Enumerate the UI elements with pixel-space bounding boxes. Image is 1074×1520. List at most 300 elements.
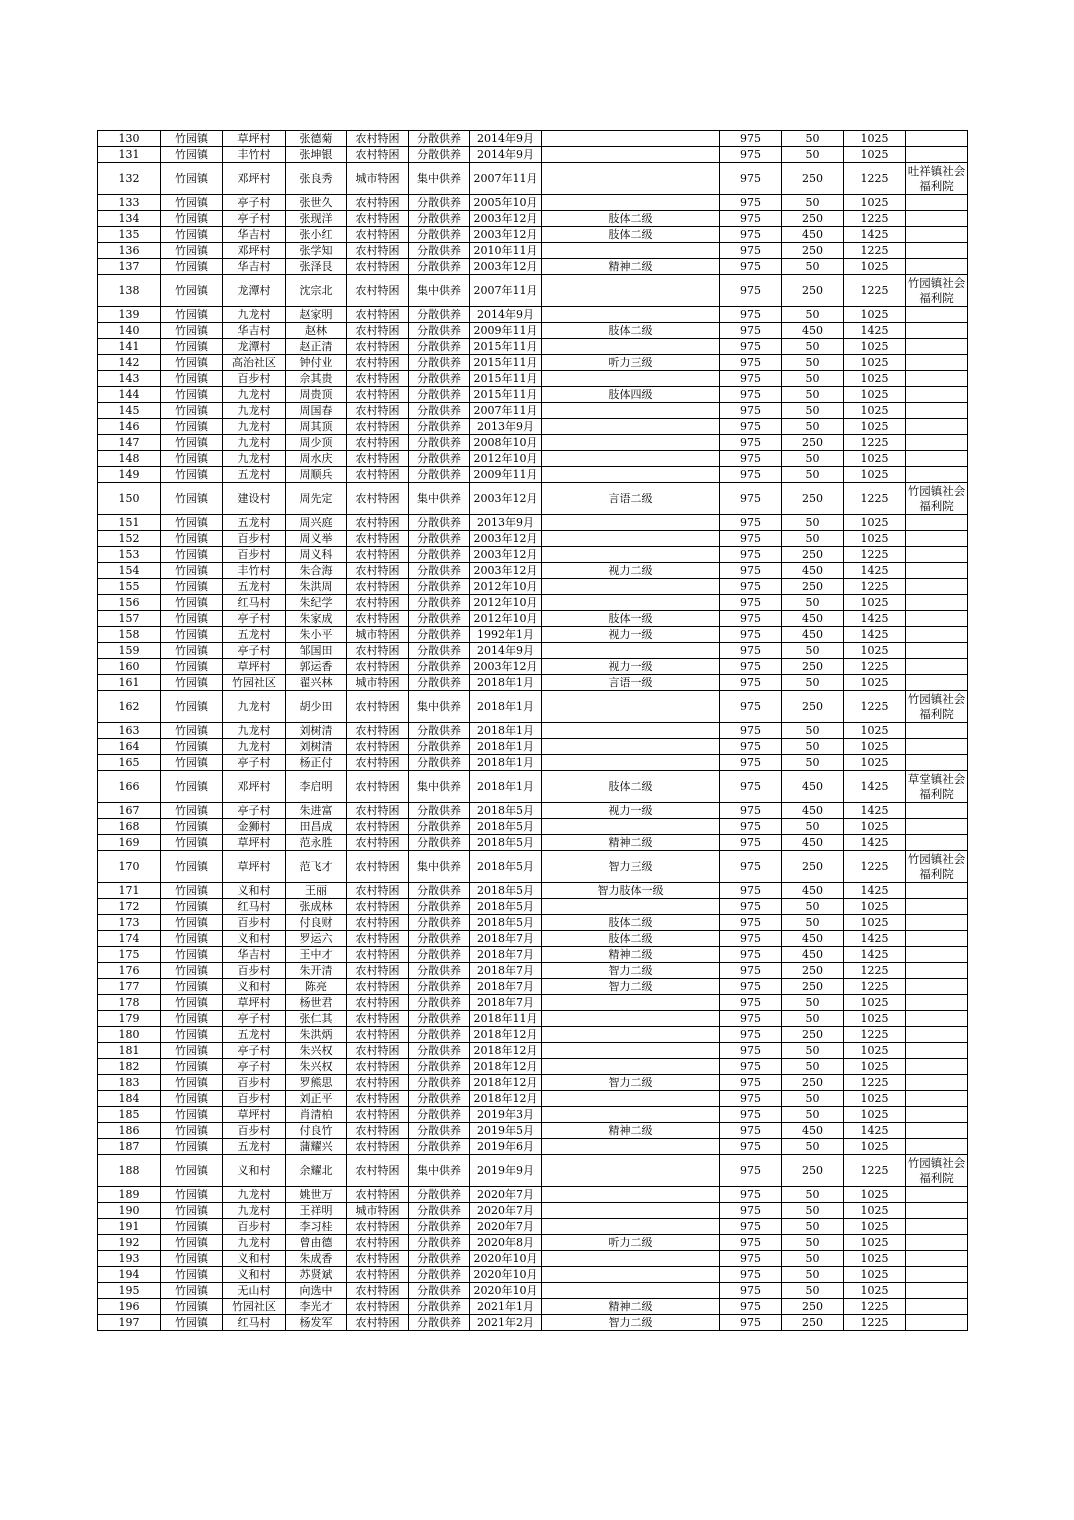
institution-note-cell <box>906 979 968 995</box>
total-amount-cell: 1425 <box>844 563 906 579</box>
disability-level-cell <box>542 371 720 387</box>
village-cell: 邓坪村 <box>223 243 286 259</box>
table-row <box>98 899 968 915</box>
care-amount-cell: 50 <box>782 1107 844 1123</box>
total-amount-cell: 1025 <box>844 1219 906 1235</box>
start-date-cell: 2003年12月 <box>470 483 542 515</box>
person-name-cell: 张泽艮 <box>286 259 347 275</box>
row-number-cell: 179 <box>98 1011 161 1027</box>
disability-level-cell: 精神二级 <box>542 1299 720 1315</box>
village-cell: 草坪村 <box>223 851 286 883</box>
care-amount-cell: 50 <box>782 1187 844 1203</box>
table-row <box>98 1203 968 1219</box>
table-row <box>98 611 968 627</box>
institution-note-cell <box>906 339 968 355</box>
institution-note-cell <box>906 307 968 323</box>
town-cell: 竹园镇 <box>161 323 223 339</box>
total-amount-cell: 1025 <box>844 675 906 691</box>
base-amount-cell: 975 <box>720 883 782 899</box>
row-number-cell: 175 <box>98 947 161 963</box>
institution-note-cell <box>906 675 968 691</box>
support-mode-cell: 分散供养 <box>409 1299 470 1315</box>
category-cell: 农村特困 <box>347 563 409 579</box>
village-cell: 九龙村 <box>223 1203 286 1219</box>
base-amount-cell: 975 <box>720 515 782 531</box>
base-amount-cell: 975 <box>720 643 782 659</box>
disability-level-cell <box>542 1219 720 1235</box>
total-amount-cell: 1025 <box>844 531 906 547</box>
care-amount-cell: 50 <box>782 147 844 163</box>
town-cell: 竹园镇 <box>161 899 223 915</box>
start-date-cell: 2013年9月 <box>470 419 542 435</box>
base-amount-cell: 975 <box>720 563 782 579</box>
town-cell: 竹园镇 <box>161 403 223 419</box>
village-cell: 百步村 <box>223 371 286 387</box>
care-amount-cell: 450 <box>782 931 844 947</box>
disability-level-cell: 听力二级 <box>542 1235 720 1251</box>
base-amount-cell: 975 <box>720 1235 782 1251</box>
town-cell: 竹园镇 <box>161 355 223 371</box>
support-mode-cell: 集中供养 <box>409 1155 470 1187</box>
table-row <box>98 643 968 659</box>
institution-note-cell <box>906 371 968 387</box>
table-row <box>98 451 968 467</box>
person-name-cell: 刘树清 <box>286 739 347 755</box>
category-cell: 农村特困 <box>347 979 409 995</box>
base-amount-cell: 975 <box>720 611 782 627</box>
start-date-cell: 2018年7月 <box>470 979 542 995</box>
category-cell: 农村特困 <box>347 307 409 323</box>
person-name-cell: 胡少田 <box>286 691 347 723</box>
care-amount-cell: 50 <box>782 1219 844 1235</box>
disability-level-cell <box>542 1267 720 1283</box>
category-cell: 城市特困 <box>347 1203 409 1219</box>
town-cell: 竹园镇 <box>161 675 223 691</box>
person-name-cell: 李启明 <box>286 771 347 803</box>
institution-note-cell <box>906 947 968 963</box>
table-row <box>98 275 968 307</box>
disability-level-cell <box>542 995 720 1011</box>
person-name-cell: 刘正平 <box>286 1091 347 1107</box>
institution-note-cell <box>906 531 968 547</box>
support-mode-cell: 分散供养 <box>409 371 470 387</box>
base-amount-cell: 975 <box>720 1155 782 1187</box>
base-amount-cell: 975 <box>720 1139 782 1155</box>
support-mode-cell: 分散供养 <box>409 1283 470 1299</box>
base-amount-cell: 975 <box>720 771 782 803</box>
institution-note-cell <box>906 195 968 211</box>
village-cell: 百步村 <box>223 963 286 979</box>
institution-note-cell <box>906 899 968 915</box>
category-cell: 农村特困 <box>347 1267 409 1283</box>
table-row <box>98 883 968 899</box>
category-cell: 农村特困 <box>347 483 409 515</box>
institution-note-cell <box>906 1123 968 1139</box>
care-amount-cell: 250 <box>782 659 844 675</box>
total-amount-cell: 1025 <box>844 339 906 355</box>
total-amount-cell: 1425 <box>844 803 906 819</box>
row-number-cell: 166 <box>98 771 161 803</box>
town-cell: 竹园镇 <box>161 435 223 451</box>
care-amount-cell: 50 <box>782 467 844 483</box>
total-amount-cell: 1025 <box>844 643 906 659</box>
row-number-cell: 167 <box>98 803 161 819</box>
village-cell: 红马村 <box>223 899 286 915</box>
table-row <box>98 1107 968 1123</box>
total-amount-cell: 1025 <box>844 995 906 1011</box>
town-cell: 竹园镇 <box>161 339 223 355</box>
town-cell: 竹园镇 <box>161 643 223 659</box>
town-cell: 竹园镇 <box>161 803 223 819</box>
village-cell: 丰竹村 <box>223 147 286 163</box>
village-cell: 高治社区 <box>223 355 286 371</box>
person-name-cell: 田昌成 <box>286 819 347 835</box>
total-amount-cell: 1025 <box>844 899 906 915</box>
town-cell: 竹园镇 <box>161 307 223 323</box>
total-amount-cell: 1025 <box>844 755 906 771</box>
start-date-cell: 2012年10月 <box>470 595 542 611</box>
care-amount-cell: 250 <box>782 979 844 995</box>
total-amount-cell: 1025 <box>844 1267 906 1283</box>
institution-note-cell <box>906 995 968 1011</box>
disability-level-cell: 精神二级 <box>542 1123 720 1139</box>
table-row <box>98 579 968 595</box>
town-cell: 竹园镇 <box>161 275 223 307</box>
village-cell: 九龙村 <box>223 723 286 739</box>
village-cell: 亭子村 <box>223 803 286 819</box>
support-mode-cell: 分散供养 <box>409 243 470 259</box>
start-date-cell: 2021年2月 <box>470 1315 542 1331</box>
village-cell: 华吉村 <box>223 227 286 243</box>
care-amount-cell: 50 <box>782 371 844 387</box>
base-amount-cell: 975 <box>720 595 782 611</box>
base-amount-cell: 975 <box>720 339 782 355</box>
village-cell: 华吉村 <box>223 323 286 339</box>
total-amount-cell: 1025 <box>844 1139 906 1155</box>
disability-level-cell <box>542 467 720 483</box>
town-cell: 竹园镇 <box>161 611 223 627</box>
person-name-cell: 周兴庭 <box>286 515 347 531</box>
institution-note-cell <box>906 451 968 467</box>
start-date-cell: 2012年10月 <box>470 579 542 595</box>
category-cell: 农村特困 <box>347 515 409 531</box>
category-cell: 农村特困 <box>347 1299 409 1315</box>
institution-note-cell: 竹园镇社会福利院 <box>906 275 968 307</box>
care-amount-cell: 450 <box>782 771 844 803</box>
care-amount-cell: 50 <box>782 531 844 547</box>
person-name-cell: 周国春 <box>286 403 347 419</box>
base-amount-cell: 975 <box>720 1011 782 1027</box>
town-cell: 竹园镇 <box>161 979 223 995</box>
base-amount-cell: 975 <box>720 1283 782 1299</box>
support-mode-cell: 分散供养 <box>409 835 470 851</box>
town-cell: 竹园镇 <box>161 227 223 243</box>
row-number-cell: 182 <box>98 1059 161 1075</box>
row-number-cell: 134 <box>98 211 161 227</box>
institution-note-cell: 竹园镇社会福利院 <box>906 1155 968 1187</box>
disability-level-cell <box>542 1139 720 1155</box>
start-date-cell: 2018年1月 <box>470 739 542 755</box>
base-amount-cell: 975 <box>720 1315 782 1331</box>
row-number-cell: 130 <box>98 131 161 147</box>
disability-level-cell <box>542 1043 720 1059</box>
category-cell: 农村特困 <box>347 355 409 371</box>
support-mode-cell: 分散供养 <box>409 1123 470 1139</box>
base-amount-cell: 975 <box>720 1091 782 1107</box>
start-date-cell: 2018年5月 <box>470 819 542 835</box>
start-date-cell: 2007年11月 <box>470 275 542 307</box>
base-amount-cell: 975 <box>720 819 782 835</box>
support-mode-cell: 分散供养 <box>409 643 470 659</box>
base-amount-cell: 975 <box>720 723 782 739</box>
person-name-cell: 余耀北 <box>286 1155 347 1187</box>
person-name-cell: 姚世万 <box>286 1187 347 1203</box>
start-date-cell: 2018年7月 <box>470 963 542 979</box>
table-row <box>98 835 968 851</box>
institution-note-cell <box>906 147 968 163</box>
village-cell: 丰竹村 <box>223 563 286 579</box>
start-date-cell: 2007年11月 <box>470 403 542 419</box>
base-amount-cell: 975 <box>720 1203 782 1219</box>
support-mode-cell: 分散供养 <box>409 147 470 163</box>
support-mode-cell: 分散供养 <box>409 1251 470 1267</box>
institution-note-cell <box>906 1043 968 1059</box>
disability-level-cell: 智力三级 <box>542 851 720 883</box>
table-row <box>98 307 968 323</box>
category-cell: 农村特困 <box>347 1155 409 1187</box>
village-cell: 红马村 <box>223 1315 286 1331</box>
category-cell: 城市特困 <box>347 163 409 195</box>
support-mode-cell: 分散供养 <box>409 563 470 579</box>
person-name-cell: 朱洪周 <box>286 579 347 595</box>
row-number-cell: 151 <box>98 515 161 531</box>
care-amount-cell: 250 <box>782 1299 844 1315</box>
support-mode-cell: 分散供养 <box>409 1187 470 1203</box>
town-cell: 竹园镇 <box>161 211 223 227</box>
table-row <box>98 355 968 371</box>
category-cell: 农村特困 <box>347 755 409 771</box>
town-cell: 竹园镇 <box>161 819 223 835</box>
total-amount-cell: 1025 <box>844 355 906 371</box>
institution-note-cell <box>906 419 968 435</box>
start-date-cell: 2003年12月 <box>470 227 542 243</box>
town-cell: 竹园镇 <box>161 163 223 195</box>
row-number-cell: 142 <box>98 355 161 371</box>
start-date-cell: 2014年9月 <box>470 307 542 323</box>
start-date-cell: 2014年9月 <box>470 131 542 147</box>
care-amount-cell: 50 <box>782 675 844 691</box>
village-cell: 五龙村 <box>223 515 286 531</box>
table-row <box>98 691 968 723</box>
disability-level-cell <box>542 515 720 531</box>
person-name-cell: 周义举 <box>286 531 347 547</box>
institution-note-cell <box>906 515 968 531</box>
base-amount-cell: 975 <box>720 355 782 371</box>
total-amount-cell: 1025 <box>844 371 906 387</box>
start-date-cell: 2014年9月 <box>470 643 542 659</box>
total-amount-cell: 1225 <box>844 547 906 563</box>
institution-note-cell <box>906 723 968 739</box>
institution-note-cell <box>906 1059 968 1075</box>
disability-level-cell: 听力三级 <box>542 355 720 371</box>
base-amount-cell: 975 <box>720 307 782 323</box>
base-amount-cell: 975 <box>720 147 782 163</box>
person-name-cell: 朱洪炳 <box>286 1027 347 1043</box>
start-date-cell: 2018年7月 <box>470 931 542 947</box>
person-name-cell: 赵家明 <box>286 307 347 323</box>
town-cell: 竹园镇 <box>161 515 223 531</box>
person-name-cell: 朱家成 <box>286 611 347 627</box>
total-amount-cell: 1025 <box>844 1203 906 1219</box>
care-amount-cell: 250 <box>782 483 844 515</box>
care-amount-cell: 50 <box>782 995 844 1011</box>
table-row <box>98 979 968 995</box>
table-row <box>98 147 968 163</box>
table-row <box>98 1235 968 1251</box>
town-cell: 竹园镇 <box>161 467 223 483</box>
town-cell: 竹园镇 <box>161 419 223 435</box>
category-cell: 农村特困 <box>347 1123 409 1139</box>
institution-note-cell <box>906 1315 968 1331</box>
town-cell: 竹园镇 <box>161 451 223 467</box>
start-date-cell: 2018年1月 <box>470 691 542 723</box>
institution-note-cell <box>906 883 968 899</box>
support-mode-cell: 分散供养 <box>409 1027 470 1043</box>
category-cell: 农村特困 <box>347 211 409 227</box>
support-mode-cell: 分散供养 <box>409 1043 470 1059</box>
support-mode-cell: 分散供养 <box>409 883 470 899</box>
row-number-cell: 188 <box>98 1155 161 1187</box>
base-amount-cell: 975 <box>720 1251 782 1267</box>
base-amount-cell: 975 <box>720 1123 782 1139</box>
disability-level-cell: 视力一级 <box>542 659 720 675</box>
category-cell: 城市特困 <box>347 627 409 643</box>
town-cell: 竹园镇 <box>161 947 223 963</box>
disability-level-cell <box>542 147 720 163</box>
start-date-cell: 2015年11月 <box>470 339 542 355</box>
row-number-cell: 160 <box>98 659 161 675</box>
disability-level-cell: 智力二级 <box>542 979 720 995</box>
start-date-cell: 2018年11月 <box>470 1011 542 1027</box>
support-mode-cell: 分散供养 <box>409 1235 470 1251</box>
village-cell: 亭子村 <box>223 1043 286 1059</box>
town-cell: 竹园镇 <box>161 1123 223 1139</box>
row-number-cell: 197 <box>98 1315 161 1331</box>
total-amount-cell: 1425 <box>844 947 906 963</box>
village-cell: 草坪村 <box>223 131 286 147</box>
institution-note-cell <box>906 1075 968 1091</box>
care-amount-cell: 250 <box>782 1027 844 1043</box>
start-date-cell: 2018年7月 <box>470 947 542 963</box>
village-cell: 竹园社区 <box>223 1299 286 1315</box>
person-name-cell: 王祥明 <box>286 1203 347 1219</box>
row-number-cell: 159 <box>98 643 161 659</box>
category-cell: 农村特困 <box>347 963 409 979</box>
village-cell: 亭子村 <box>223 643 286 659</box>
disability-level-cell <box>542 1251 720 1267</box>
village-cell: 五龙村 <box>223 627 286 643</box>
start-date-cell: 2018年1月 <box>470 723 542 739</box>
institution-note-cell <box>906 963 968 979</box>
person-name-cell: 付良财 <box>286 915 347 931</box>
row-number-cell: 155 <box>98 579 161 595</box>
start-date-cell: 2020年10月 <box>470 1283 542 1299</box>
table-row <box>98 947 968 963</box>
row-number-cell: 138 <box>98 275 161 307</box>
base-amount-cell: 975 <box>720 931 782 947</box>
person-name-cell: 张德菊 <box>286 131 347 147</box>
village-cell: 九龙村 <box>223 691 286 723</box>
town-cell: 竹园镇 <box>161 963 223 979</box>
care-amount-cell: 250 <box>782 963 844 979</box>
person-name-cell: 翟兴林 <box>286 675 347 691</box>
total-amount-cell: 1025 <box>844 1043 906 1059</box>
support-mode-cell: 分散供养 <box>409 1107 470 1123</box>
town-cell: 竹园镇 <box>161 1235 223 1251</box>
table-row <box>98 435 968 451</box>
total-amount-cell: 1025 <box>844 1059 906 1075</box>
village-cell: 九龙村 <box>223 387 286 403</box>
care-amount-cell: 250 <box>782 163 844 195</box>
category-cell: 农村特困 <box>347 771 409 803</box>
total-amount-cell: 1425 <box>844 611 906 627</box>
total-amount-cell: 1225 <box>844 1315 906 1331</box>
total-amount-cell: 1025 <box>844 403 906 419</box>
base-amount-cell: 975 <box>720 1075 782 1091</box>
disability-level-cell <box>542 1203 720 1219</box>
disability-level-cell <box>542 547 720 563</box>
start-date-cell: 2018年5月 <box>470 835 542 851</box>
start-date-cell: 2013年9月 <box>470 515 542 531</box>
start-date-cell: 2020年10月 <box>470 1267 542 1283</box>
row-number-cell: 148 <box>98 451 161 467</box>
row-number-cell: 189 <box>98 1187 161 1203</box>
category-cell: 农村特困 <box>347 1187 409 1203</box>
total-amount-cell: 1425 <box>844 627 906 643</box>
village-cell: 百步村 <box>223 1219 286 1235</box>
table-row <box>98 483 968 515</box>
support-mode-cell: 分散供养 <box>409 1139 470 1155</box>
category-cell: 农村特困 <box>347 1235 409 1251</box>
disability-level-cell: 肢体二级 <box>542 931 720 947</box>
table-row <box>98 1011 968 1027</box>
town-cell: 竹园镇 <box>161 931 223 947</box>
row-number-cell: 181 <box>98 1043 161 1059</box>
row-number-cell: 196 <box>98 1299 161 1315</box>
disability-level-cell: 视力一级 <box>542 627 720 643</box>
disability-level-cell: 精神二级 <box>542 947 720 963</box>
disability-level-cell: 肢体二级 <box>542 323 720 339</box>
support-mode-cell: 分散供养 <box>409 451 470 467</box>
care-amount-cell: 50 <box>782 355 844 371</box>
support-mode-cell: 分散供养 <box>409 819 470 835</box>
care-amount-cell: 50 <box>782 1267 844 1283</box>
town-cell: 竹园镇 <box>161 723 223 739</box>
institution-note-cell <box>906 819 968 835</box>
disability-level-cell <box>542 595 720 611</box>
institution-note-cell <box>906 915 968 931</box>
category-cell: 农村特困 <box>347 1251 409 1267</box>
village-cell: 建设村 <box>223 483 286 515</box>
row-number-cell: 171 <box>98 883 161 899</box>
institution-note-cell <box>906 1219 968 1235</box>
base-amount-cell: 975 <box>720 915 782 931</box>
person-name-cell: 付良竹 <box>286 1123 347 1139</box>
village-cell: 龙潭村 <box>223 275 286 307</box>
person-name-cell: 范飞才 <box>286 851 347 883</box>
town-cell: 竹园镇 <box>161 771 223 803</box>
start-date-cell: 2019年6月 <box>470 1139 542 1155</box>
